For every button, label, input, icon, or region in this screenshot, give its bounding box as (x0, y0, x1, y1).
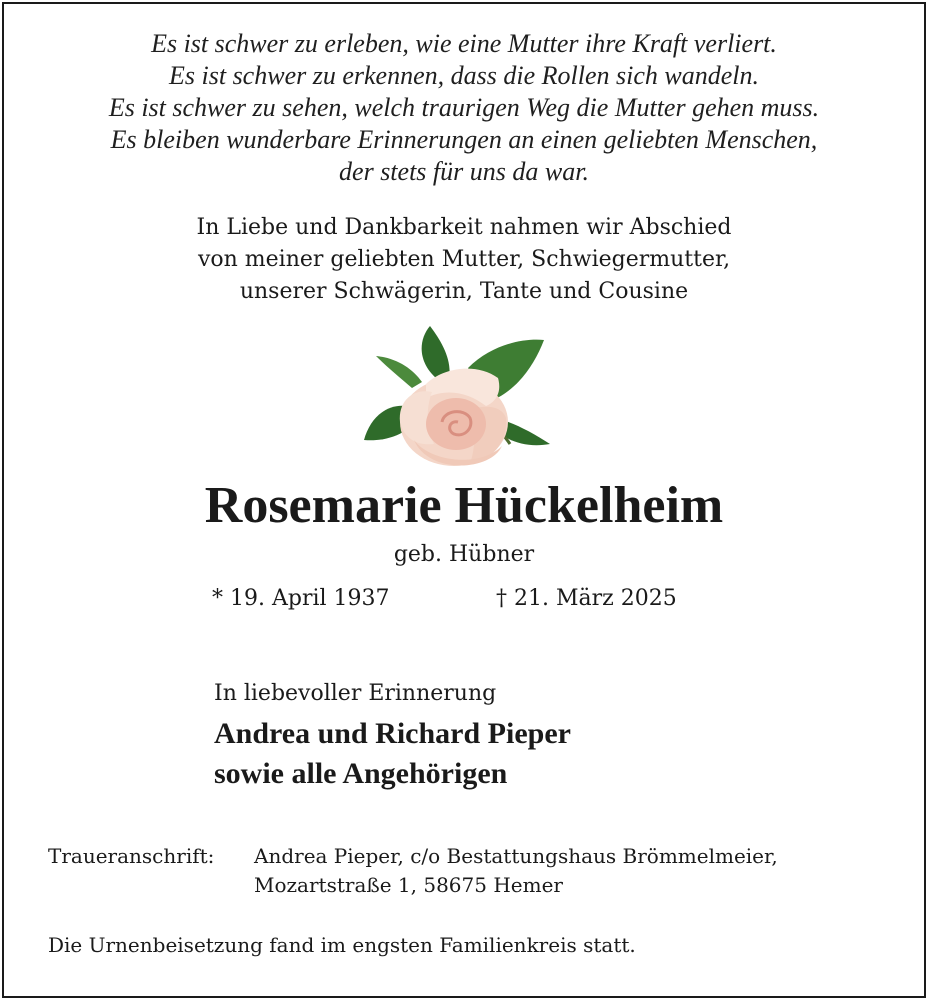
address-label: Traueranschrift: (48, 844, 215, 868)
burial-note: Die Urnenbeisetzung fand im engsten Familienkreis statt. (48, 933, 636, 957)
birth-date: * 19. April 1937 (212, 586, 390, 611)
mourners (214, 714, 571, 794)
deceased-name: Rosemarie Hückelheim (204, 477, 724, 534)
leaf-left-upper (376, 356, 422, 388)
rose-icon (356, 322, 552, 472)
rose-inner (426, 398, 486, 450)
poem (0, 28, 928, 188)
poem-line: Es ist schwer zu erkennen, dass die Rollen sich wandeln. (169, 61, 759, 90)
maiden-name: geb. Hübner (393, 542, 535, 567)
intro-line: unserer Schwägerin, Tante und Cousine (239, 279, 689, 304)
poem-line: der stets für uns da war. (339, 157, 589, 186)
poem-line: Es ist schwer zu sehen, welch traurigen Weg die Mutter gehen muss. (108, 93, 820, 122)
death-date: † 21. März 2025 (496, 586, 677, 611)
farewell-intro (0, 212, 928, 308)
intro-line: In Liebe und Dankbarkeit nahmen wir Abschied (196, 215, 732, 240)
poem-line: Es bleiben wunderbare Erinnerungen an einen geliebten Menschen, (110, 125, 818, 154)
mourner-line: sowie alle Angehörigen (214, 757, 508, 790)
poem-line: Es ist schwer zu erleben, wie eine Mutter ihre Kraft verliert. (151, 29, 777, 58)
address-line-1: Andrea Pieper, c/o Bestattungshaus Brömmelmeier, (254, 844, 778, 868)
memory-line: In liebevoller Erinnerung (214, 681, 497, 706)
address-line-2: Mozartstraße 1, 58675 Hemer (254, 873, 563, 897)
intro-line: von meiner geliebten Mutter, Schwiegermutter, (197, 247, 731, 272)
mourner-line: Andrea und Richard Pieper (214, 717, 571, 750)
